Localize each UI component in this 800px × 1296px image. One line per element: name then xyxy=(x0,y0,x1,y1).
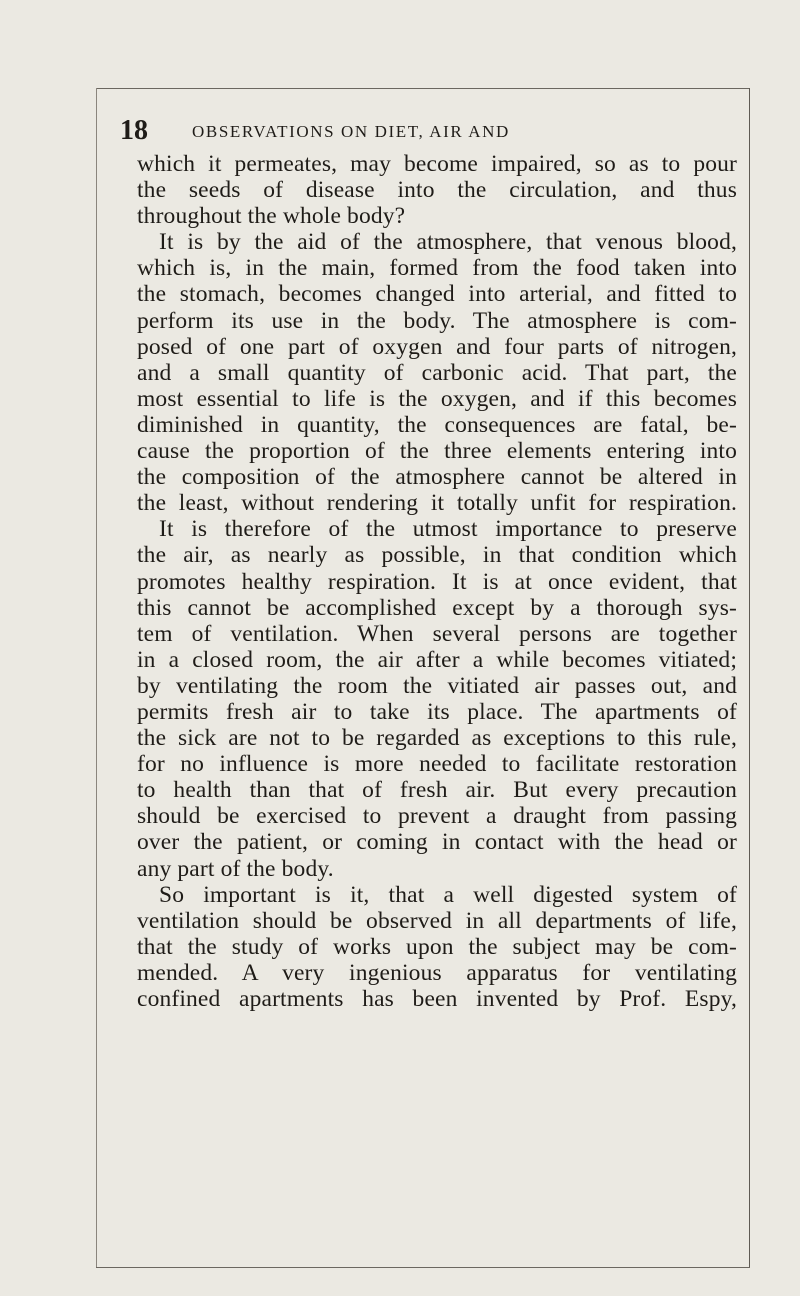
page-border-right xyxy=(749,88,750,1268)
page-border-left xyxy=(96,88,97,1268)
text-line: cause the proportion of the three elements entering into xyxy=(137,438,737,465)
text-line: posed of one part of oxygen and four parts of nitrogen, xyxy=(137,333,737,360)
text-line: throughout the whole body? xyxy=(137,203,406,230)
text-line: So important is it, that a well digested system of xyxy=(159,881,737,908)
text-line: to health than that of fresh air. But every precaution xyxy=(137,777,737,804)
page-border-bottom xyxy=(96,1267,750,1268)
text-line: this cannot be accomplished except by a thorough sys- xyxy=(137,594,737,621)
page-border-top xyxy=(96,88,750,89)
text-line: the least, without rendering it totally unfit for respiration. xyxy=(137,490,737,517)
text-line: that the study of works upon the subject may be com- xyxy=(137,933,737,960)
running-title: OBSERVATIONS ON DIET, AIR AND xyxy=(192,122,510,141)
text-line: which is, in the main, formed from the food taken into xyxy=(137,255,737,282)
text-line: ventilation should be observed in all departments of life, xyxy=(137,907,737,934)
text-line: the stomach, becomes changed into arterial, and fitted to xyxy=(137,281,737,308)
text-line: tem of ventilation. When several persons are together xyxy=(137,620,737,647)
text-line: any part of the body. xyxy=(137,855,334,882)
text-line: and a small quantity of carbonic acid. That part, the xyxy=(137,359,737,386)
text-line: permits fresh air to take its place. The apartments of xyxy=(137,698,737,725)
text-line: It is therefore of the utmost importance to preserve xyxy=(159,516,737,543)
text-line: promotes healthy respiration. It is at once evident, that xyxy=(137,568,737,595)
text-line: most essential to life is the oxygen, and if this becomes xyxy=(137,385,737,412)
text-line: the sick are not to be regarded as exceptions to this rule, xyxy=(137,725,737,752)
text-line: the seeds of disease into the circulation, and thus xyxy=(137,177,737,204)
text-line: which it permeates, may become impaired, so as to pour xyxy=(137,151,737,177)
page-number: 18 xyxy=(120,115,148,146)
text-line: the composition of the atmosphere cannot be altered in xyxy=(137,464,737,491)
text-line: for no influence is more needed to facilitate restoration xyxy=(137,751,737,778)
text-line: over the patient, or coming in contact with the head or xyxy=(137,829,737,856)
text-line: confined apartments has been invented by Prof. Espy, xyxy=(137,986,737,1012)
text-line: in a closed room, the air after a while becomes vitiated; xyxy=(137,646,737,673)
text-line: mended. A very ingenious apparatus for ventilating xyxy=(137,959,737,986)
text-line: should be exercised to prevent a draught from passing xyxy=(137,803,737,830)
body-text xyxy=(137,151,737,1012)
running-head xyxy=(120,116,720,146)
text-line: by ventilating the room the vitiated air passes out, and xyxy=(137,672,737,699)
text-line: diminished in quantity, the consequences are fatal, be- xyxy=(137,411,737,438)
text-line: the air, as nearly as possible, in that condition which xyxy=(137,542,737,569)
text-line: perform its use in the body. The atmosphere is com- xyxy=(137,307,737,334)
text-line: It is by the aid of the atmosphere, that venous blood, xyxy=(159,229,737,256)
